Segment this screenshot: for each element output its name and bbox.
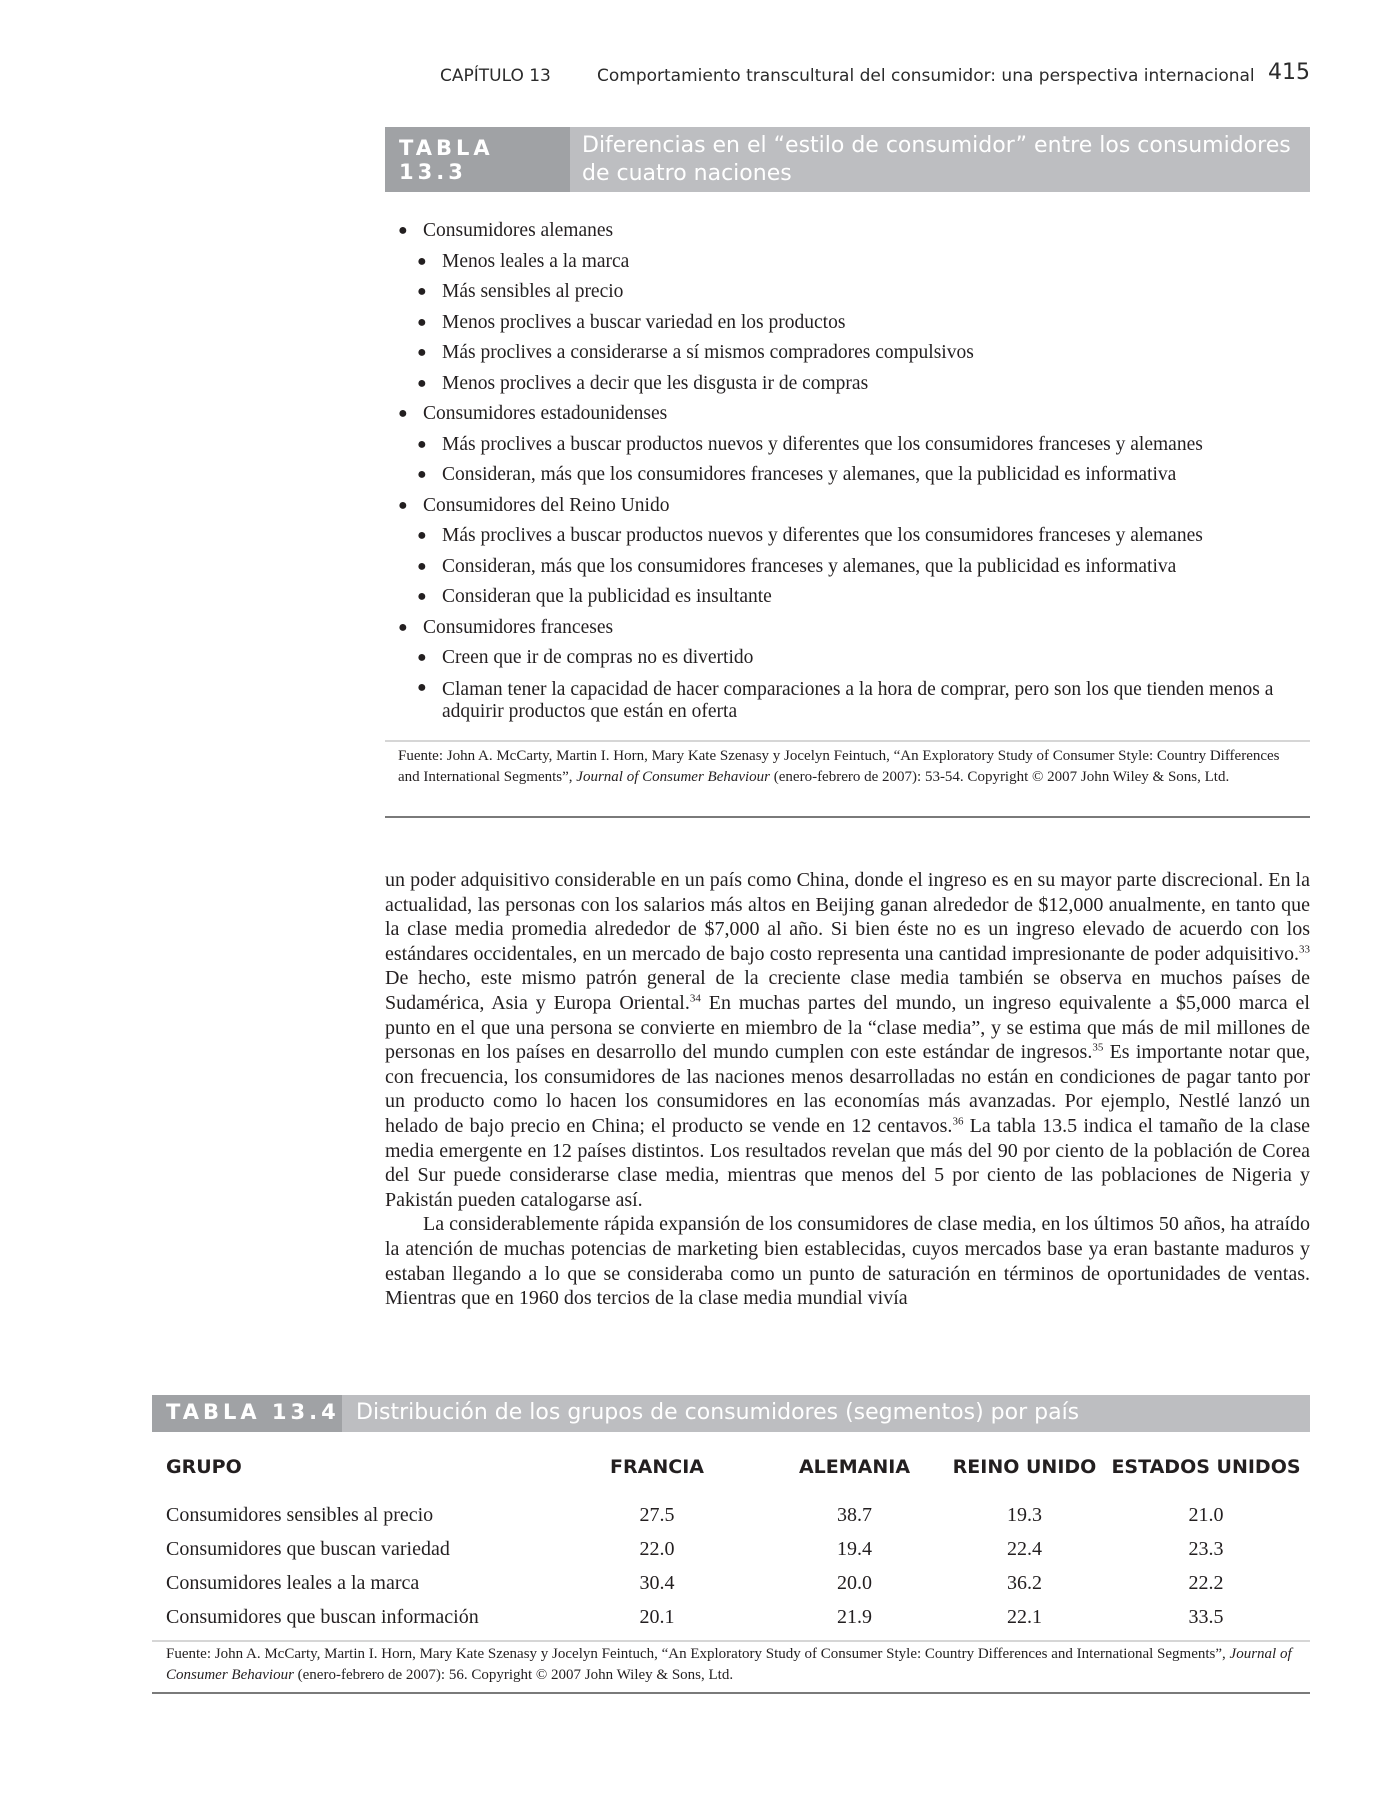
- list-item: ● Más sensibles al precio: [395, 277, 1310, 308]
- table-label: TABLA 13.3: [385, 127, 570, 192]
- group-heading: ● Consumidores alemanes: [395, 216, 1310, 247]
- table-header-row: [152, 1450, 1310, 1484]
- bullet-icon: ●: [417, 283, 427, 300]
- bullet-icon: ●: [417, 588, 427, 605]
- table-title: Diferencias en el “estilo de consumidor” entre los consumidores de cuatro naciones: [570, 127, 1310, 192]
- list-item: ● Consideran, más que los consumidores franceses y alemanes, que la publicidad es informativa: [395, 460, 1310, 491]
- footnote-ref: 35: [1092, 1041, 1104, 1054]
- running-head: [440, 58, 1310, 88]
- table-13-3-header: [385, 127, 1310, 192]
- table-13-4-source: Fuente: John A. McCarty, Martin I. Horn, Mary Kate Szenasy y Jocelyn Feintuch, “An Exploratory Study of Consumer Style: Country Differences and International Segments”, Journal of Consumer Behaviour (enero-febrero de 2007): 56. Copyright © 2007 John Wiley & Sons, Ltd.: [166, 1646, 1292, 1683]
- footnote-ref: 34: [689, 992, 701, 1005]
- bullet-icon: ●: [398, 405, 408, 422]
- bullet-icon: ●: [417, 252, 427, 270]
- page-number: 415: [1268, 60, 1310, 85]
- list-item: ● Consideran, más que los consumidores franceses y alemanes, que la publicidad es informativa: [395, 552, 1310, 583]
- table-title: Distribución de los grupos de consumidores (segmentos) por país: [342, 1395, 1310, 1432]
- bullet-icon: ●: [417, 344, 427, 361]
- group-heading: ● Consumidores franceses: [395, 613, 1310, 644]
- list-item: ● Menos proclives a decir que les disgusta ir de compras: [395, 369, 1310, 400]
- table-label: TABLA 13.4: [152, 1395, 342, 1432]
- bullet-icon: ●: [417, 678, 427, 696]
- list-item: ● Creen que ir de compras no es divertido: [395, 643, 1310, 674]
- column-header: ESTADOS UNIDOS: [1111, 1456, 1301, 1478]
- list-item: ● Más proclives a buscar productos nuevos y diferentes que los consumidores franceses y alemanes: [395, 430, 1310, 461]
- bullet-icon: ●: [417, 466, 427, 483]
- chapter-label: CAPÍTULO 13: [440, 66, 551, 86]
- bullet-icon: ●: [417, 527, 427, 544]
- table-13-4: [152, 1450, 1310, 1634]
- list-item: ● Más proclives a considerarse a sí mismos compradores compulsivos: [395, 338, 1310, 369]
- column-header: ALEMANIA: [798, 1456, 911, 1478]
- table-13-3-source: Fuente: John A. McCarty, Martin I. Horn, Mary Kate Szenasy y Jocelyn Feintuch, “An Exploratory Study of Consumer Style: Country Differences and International Segments”, Journal of Consumer Behaviour (enero-febrero de 2007): 53-54. Copyright © 2007 John Wiley & Sons, Ltd.: [398, 748, 1280, 785]
- divider: [385, 816, 1310, 818]
- bullet-icon: ●: [398, 618, 408, 636]
- footnote-ref: 33: [1299, 943, 1310, 956]
- bullet-icon: ●: [417, 649, 427, 666]
- divider: [152, 1640, 1310, 1642]
- bullet-icon: ●: [417, 374, 427, 392]
- list-item: ● Consideran que la publicidad es insultante: [395, 582, 1310, 613]
- bullet-icon: ●: [398, 222, 408, 239]
- group-heading: ● Consumidores del Reino Unido: [395, 491, 1310, 522]
- table-13-3-bullet-list: [395, 216, 1310, 727]
- paragraph: un poder adquisitivo considerable en un país como China, donde el ingreso es en su mayor parte discrecional. En la actualidad, las personas con los salarios más altos en Beijing ganan alrededor de $12,000 anualmente, en tanto que la clase media promedia alrededor de $7,000 al año. Si bien éste no es un ingreso elevado de acuerdo con los estándares occidentales, en un mercado de bajo costo representa una cantidad impresionante de poder adquisitivo.$^{33}$ De hecho, este mismo patrón general de la creciente clase media también se observa en muchos países de Sudamérica, Asia y Europa Oriental.$^{34}$ En muchas partes del mundo, un ingreso equivalente a $5,000 marca el punto en el que una persona se convierte en miembro de la “clase media”, y se estima que más de mil millones de personas en los países en desarrollo del mundo cumplen con este estándar de ingresos.$^{35}$ Es importante notar que, con frecuencia, los consumidores de las naciones menos desarrolladas no están en condiciones de pagar tanto por un producto como lo hacen los consumidores en las economías más avanzadas. Por ejemplo, Nestlé lanzó un helado de bajo precio en China; el producto se vende en 12 centavos.$^{36}$ La tabla 13.5 indica el tamaño de la clase media emergente en 12 países distintos. Los resultados revelan que más del 90 por ciento de la población de Corea del Sur puede considerarse clase media, mientras que menos del 5 por ciento de las poblaciones de Nigeria y Pakistán pueden catalogarse así.: [385, 869, 1310, 1211]
- paragraph: La considerablemente rápida expansión de los consumidores de clase media, en los últimos 50 años, ha atraído la atención de muchas potencias de marketing bien establecidas, cuyos mercados base ya eran bastante maduros y estaban llegando a lo que se consideraba como un punto de saturación en términos de oportunidades de ventas. Mientras que en 1960 dos tercios de la clase media mundial vivía: [385, 1213, 1310, 1310]
- divider: [385, 740, 1310, 742]
- column-header: FRANCIA: [610, 1456, 704, 1478]
- list-item: ● Menos proclives a buscar variedad en los productos: [395, 308, 1310, 339]
- bullet-icon: ●: [417, 435, 427, 453]
- column-header: GRUPO: [166, 1456, 242, 1478]
- group-heading: ● Consumidores estadounidenses: [395, 399, 1310, 430]
- table-row: Consumidores que buscan variedad 22.0 19.4 22.4 23.3: [166, 1537, 1224, 1560]
- column-header: REINO UNIDO: [952, 1456, 1097, 1478]
- chapter-title: Comportamiento transcultural del consumidor: una perspectiva internacional: [597, 66, 1255, 86]
- table-row: Consumidores que buscan información 20.1 21.9 22.1 33.5: [166, 1605, 1224, 1628]
- bullet-icon: ●: [417, 313, 427, 331]
- bullet-icon: ●: [417, 557, 427, 575]
- list-item: ● Más proclives a buscar productos nuevos y diferentes que los consumidores franceses y alemanes: [395, 521, 1310, 552]
- table-row: Consumidores leales a la marca 30.4 20.0 36.2 22.2: [166, 1571, 1224, 1594]
- divider: [152, 1692, 1310, 1694]
- body-text: [385, 868, 1310, 1311]
- list-item: ● Claman tener la capacidad de hacer comparaciones a la hora de comprar, pero son los que tienden menos a adquirir productos que están en oferta: [417, 678, 1274, 722]
- bullet-icon: ●: [398, 496, 408, 514]
- table-13-4-header: [152, 1395, 1310, 1432]
- list-item: ● Menos leales a la marca: [395, 247, 1310, 278]
- table-row: Consumidores sensibles al precio 27.5 38.7 19.3 21.0: [166, 1503, 1224, 1526]
- footnote-ref: 36: [952, 1115, 964, 1128]
